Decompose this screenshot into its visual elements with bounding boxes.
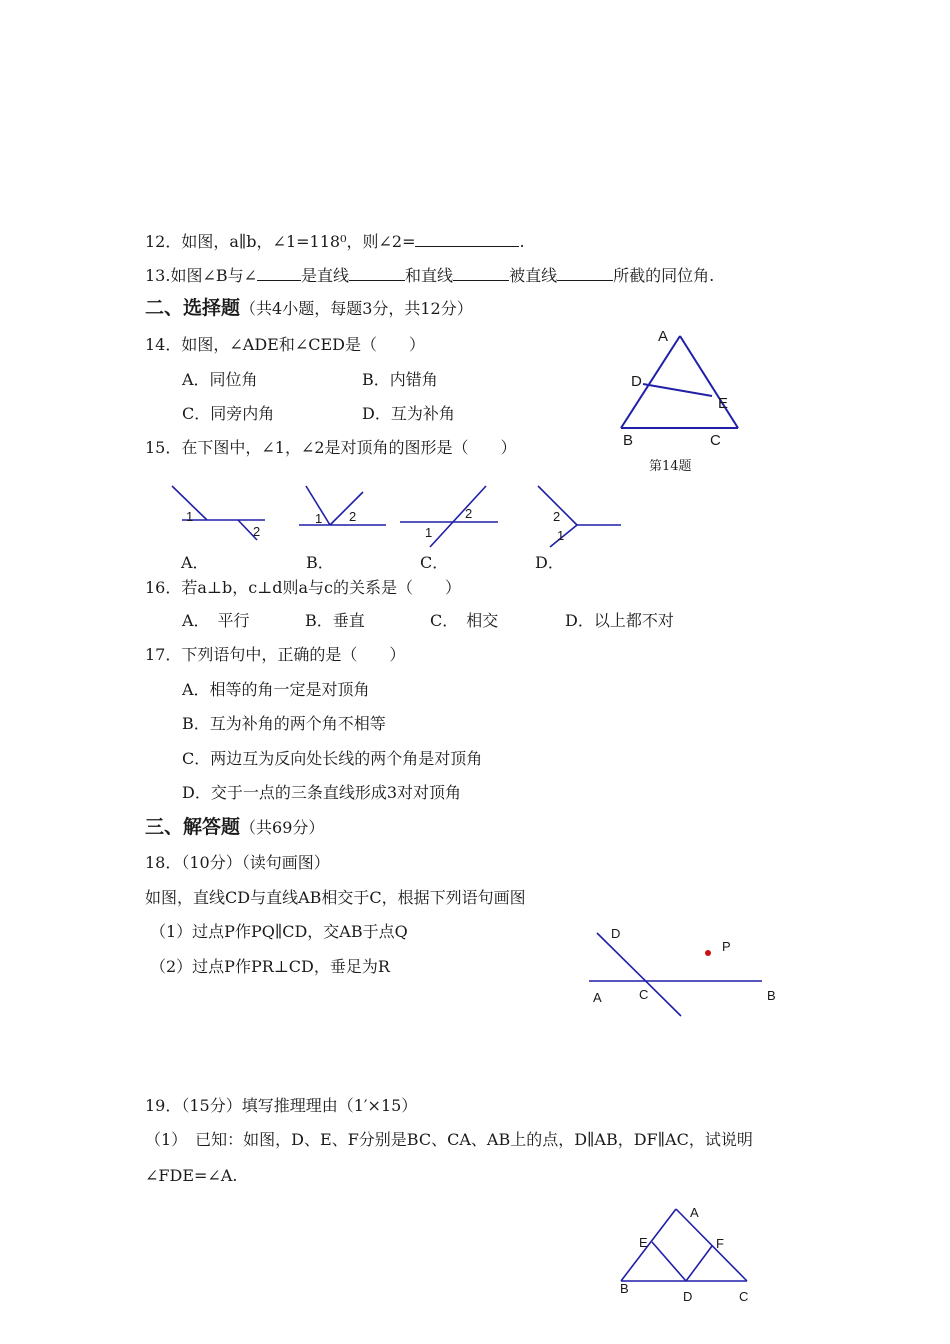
q13-part-2: 是直线 [301,266,350,285]
q15-c-angle-2: 2 [465,506,473,521]
q14-option-c[interactable]: C．同旁内角 [182,404,275,423]
question-14-stem: 14．如图，∠ADE和∠CED是（ ） [145,335,425,354]
q15-b-angle-1: 1 [315,511,323,526]
q19-label-c: C [739,1289,749,1304]
q18-intro: 如图，直线CD与直线AB相交于C，根据下列语句画图 [145,888,526,907]
q18-label-a: A [593,990,602,1005]
q15-a-angle-1: 1 [186,509,194,524]
question-15-stem: 15．在下图中，∠1，∠2是对顶角的图形是（ ） [145,438,517,457]
q15-option-a[interactable]: A． [181,553,209,572]
q15-c-angle-1: 1 [425,525,433,540]
q15-b-angle-2: 2 [349,509,357,524]
q14-figure-caption: 第14题 [649,459,692,474]
q18-label-p: P [722,939,731,954]
q15-a-angle-2: 2 [253,524,261,539]
section-3-note: （共69分） [240,818,325,837]
q18-label-c: C [639,987,649,1002]
q19-line-1: （1） 已知：如图，D、E、F分别是BC、CA、AB上的点，D∥AB，DF∥AC，试说明 [145,1130,753,1149]
q16-option-d[interactable]: D．以上都不对 [565,611,674,630]
q18-item-2: （2）过点P作PR⊥CD，垂足为R [150,957,390,976]
q19-line-2: ∠FDE=∠A. [145,1166,238,1185]
q15-option-d[interactable]: D． [535,553,564,572]
question-18-stem: 18．（10分）（读句画图） [145,853,330,872]
q19-label-b: B [620,1281,629,1296]
q18-item-1: （1）过点P作PQ∥CD，交AB于点Q [150,922,408,941]
q13-part-5: 所截的同位角. [613,266,715,285]
q17-option-b[interactable]: B．互为补角的两个角不相等 [182,714,386,733]
q12-text: 12．如图，a∥b，∠1=118⁰，则∠2= [145,232,416,251]
q13-part-4: 被直线 [509,266,558,285]
q15-d-angle-2: 2 [553,509,561,524]
q15-option-c[interactable]: C． [420,553,449,572]
q19-label-a: A [690,1205,699,1220]
q16-option-c[interactable]: C． 相交 [430,611,499,630]
section-2-title: 二、选择题 [145,297,241,319]
q14-label-b: B [623,432,634,449]
q19-label-e: E [639,1235,648,1250]
q13-part-3: 和直线 [405,266,454,285]
q14-label-a: A [658,328,669,345]
q14-label-e: E [718,395,729,412]
section-3-title: 三、解答题 [145,816,241,838]
q14-label-d: D [631,373,642,390]
q18-label-d: D [611,926,621,941]
q16-option-a[interactable]: A． 平行 [182,611,250,630]
q14-option-d[interactable]: D．互为补角 [362,404,455,423]
q14-option-b[interactable]: B．内错角 [362,370,438,389]
q16-option-b[interactable]: B．垂直 [305,611,365,630]
section-2-note: （共4小题，每题3分，共12分） [240,299,473,318]
q18-label-b: B [767,988,776,1003]
q14-label-c: C [710,432,721,449]
q15-d-angle-1: 1 [557,528,565,543]
question-16-stem: 16．若a⊥b，c⊥d则a与c的关系是（ ） [145,578,461,597]
question-17-stem: 17．下列语句中，正确的是（ ） [145,645,406,664]
q12-end: . [519,232,525,251]
q14-option-a[interactable]: A．同位角 [182,370,258,389]
q17-option-d[interactable]: D．交于一点的三条直线形成3对对顶角 [182,783,462,802]
q17-option-a[interactable]: A．相等的角一定是对顶角 [182,680,370,699]
q19-label-d: D [683,1289,693,1304]
q19-label-f: F [716,1236,724,1251]
q15-option-b[interactable]: B． [306,553,334,572]
q17-option-c[interactable]: C．两边互为反向处长线的两个角是对顶角 [182,749,483,768]
q13-part-1: 13.如图∠B与∠ [145,266,258,285]
question-19-stem: 19．（15分）填写推理理由（1′×15） [145,1096,418,1115]
